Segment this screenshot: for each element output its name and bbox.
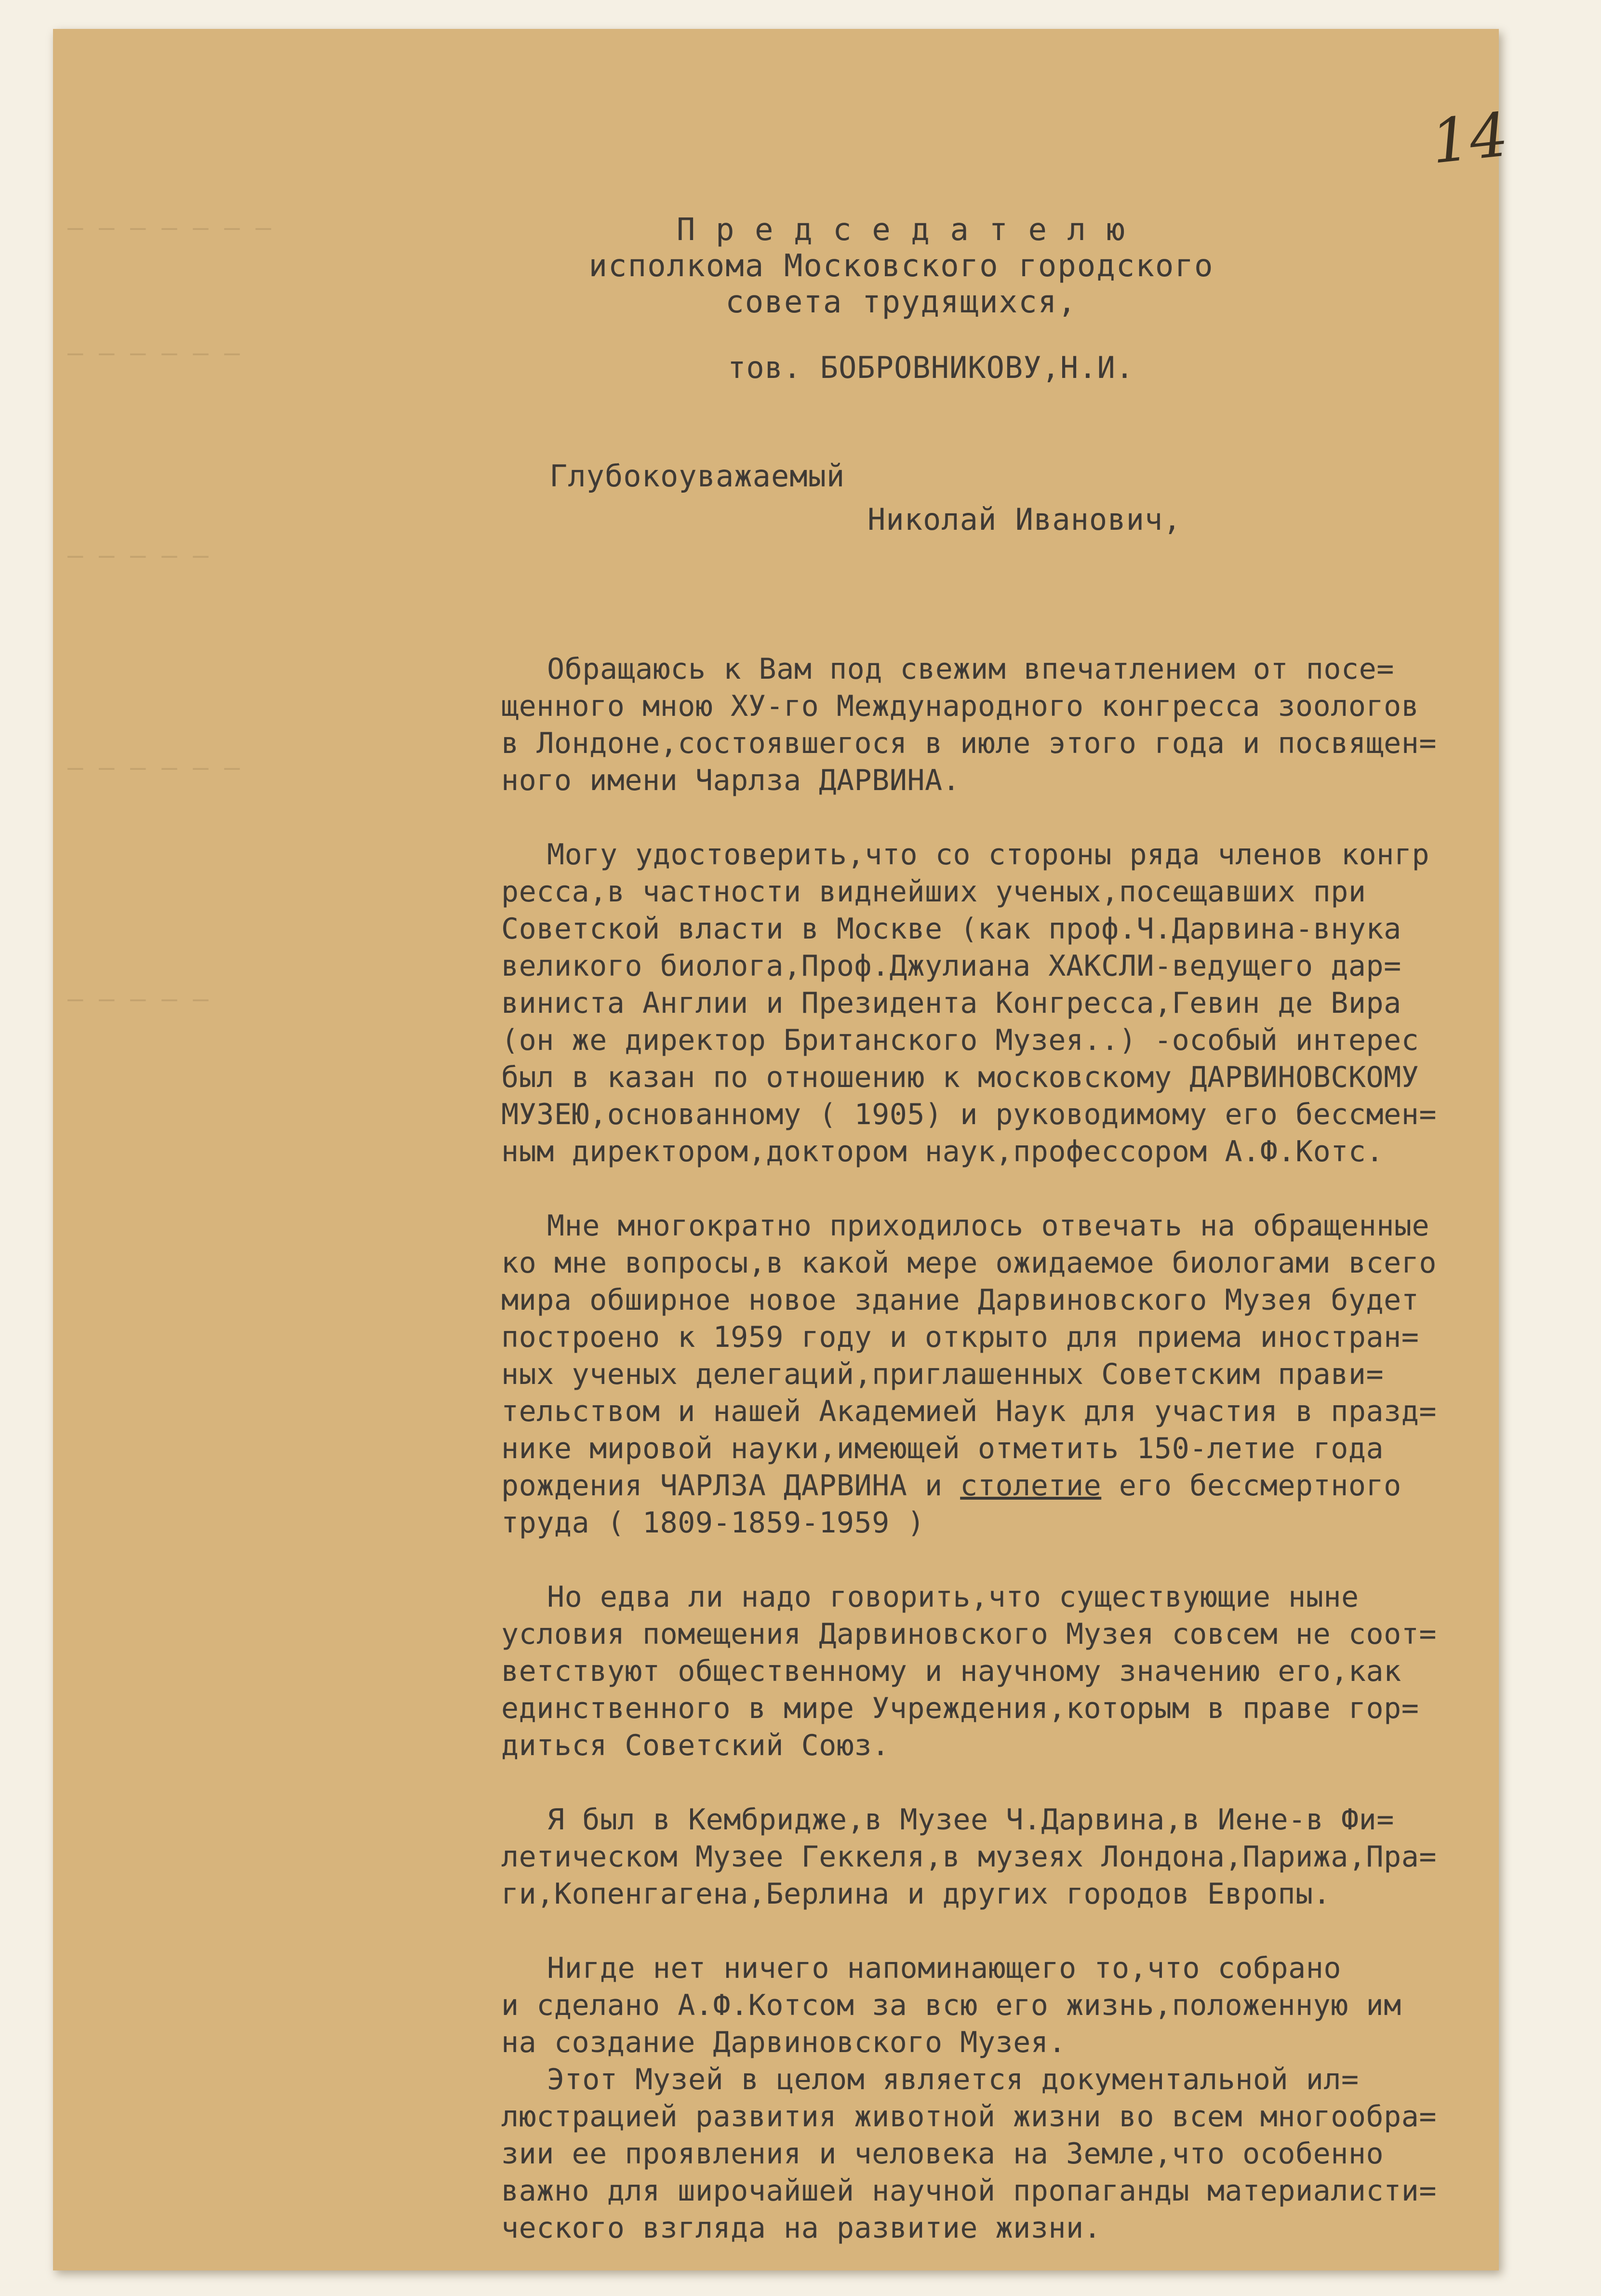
text-line: Советской власти в Москве (как проф.Ч.Дарвина-внука	[501, 912, 1401, 946]
text-line: зии ее проявления и человека на Земле,что особенно	[501, 2137, 1384, 2171]
text-line: ного имени Чарлза ДАРВИНА.	[501, 764, 961, 797]
salutation-line-1: Глубокоуважаемый	[549, 458, 845, 494]
text-line: МУЗЕЮ,основанному ( 1905) и руководимому его бессмен=	[501, 1098, 1437, 1131]
text-line: важно для широчайшей научной пропаганды материалисти=	[501, 2174, 1437, 2208]
text-line: мира обширное новое здание Дарвиновского Музея будет	[501, 1283, 1419, 1317]
paragraph	[501, 1579, 1542, 1764]
bleed-through-mark: — — — — — —	[67, 752, 240, 782]
text-line: Этот Музей в целом является документальной ил=	[547, 2063, 1359, 2096]
addressee-name: тов. БОБРОВНИКОВУ,Н.И.	[728, 350, 1134, 385]
text-line: щенного мною ХУ-го Международного конгресса зоологов	[501, 689, 1419, 723]
text-line: Мне многократно приходилось отвечать на обращенные	[547, 1209, 1430, 1243]
text-line: диться Советский Союз.	[501, 1729, 890, 1762]
text-line: (он же директор Британского Музея..) -особый интерес	[501, 1023, 1419, 1057]
text-line: летическом Музее Геккеля,в музеях Лондона,Парижа,Пра=	[501, 1840, 1437, 1874]
document-page	[53, 29, 1512, 2270]
text-line: условия помещения Дарвиновского Музея совсем не соот=	[501, 1617, 1437, 1651]
text-line: ги,Копенгагена,Берлина и других городов Европы.	[501, 1877, 1331, 1911]
text-line: Могу удостоверить,что со стороны ряда членов конгр	[547, 838, 1430, 872]
text-line: на создание Дарвиновского Музея.	[501, 2026, 1066, 2059]
text-line: нике мировой науки,имеющей отметить 150-летие года	[501, 1432, 1384, 1465]
text-line: Обращаюсь к Вам под свежим впечатлением от посе=	[547, 652, 1394, 686]
text-line: был в казан по отношению к московскому ДАРВИНОВСКОМУ	[501, 1061, 1419, 1094]
paragraph	[501, 1801, 1542, 1913]
text-line: великого биолога,Проф.Джулиана ХАКСЛИ-ведущего дар=	[501, 949, 1401, 983]
bleed-through-mark: — — — — —	[67, 540, 209, 570]
text-line: ко мне вопросы,в какой мере ожидаемое биологами всего	[501, 1246, 1437, 1280]
bleed-through-mark: — — — — — — —	[67, 212, 271, 242]
paragraph	[501, 651, 1542, 799]
text-line: в Лондоне,состоявшегося в июле этого года и посвящен=	[501, 726, 1437, 760]
text-line: единственного в мире Учреждения,которым в праве гор=	[501, 1692, 1419, 1725]
text-line: ным директором,доктором наук,профессором А.Ф.Котс.	[501, 1135, 1384, 1168]
bleed-through-mark: — — — — —	[67, 983, 209, 1014]
text-line: Я был в Кембридже,в Музее Ч.Дарвина,в Иене-в Фи=	[547, 1803, 1394, 1837]
text-line: ветствуют общественному и научному значению его,как	[501, 1654, 1401, 1688]
text-line: рождения ЧАРЛЗА ДАРВИНА и столетие его бессмертного	[501, 1469, 1401, 1503]
text-line: построено к 1959 году и открыто для приема иностран=	[501, 1320, 1419, 1354]
text-line: Но едва ли надо говорить,что существующие ныне	[547, 1580, 1359, 1614]
text-line: ных ученых делегаций,приглашенных Советским прави=	[501, 1357, 1384, 1391]
text-line: и сделано А.Ф.Котсом за всю его жизнь,положенную им	[501, 1988, 1401, 2022]
text-line: виниста Англии и Президента Конгресса,Гевин де Вира	[501, 986, 1401, 1020]
text-line: Нигде нет ничего напоминающего то,что собрано	[547, 1951, 1342, 1985]
text-line: ресса,в частности виднейших ученых,посещавших при	[501, 875, 1366, 909]
paragraph	[501, 836, 1542, 1170]
salutation-line-2: Николай Иванович,	[867, 502, 1182, 537]
page-number: 14	[1428, 100, 1512, 177]
addressee-organization: исполкома Московского городского	[588, 248, 1214, 284]
paragraph	[501, 1950, 1542, 2247]
letter-body	[501, 651, 1542, 2247]
text-line: люстрацией развития животной жизни во всем многообра=	[501, 2100, 1437, 2134]
bleed-through-mark: — — — — — —	[67, 337, 240, 368]
addressee-title: П р е д с е д а т е л ю	[676, 212, 1126, 248]
addressee-organization-cont: совета трудящихся,	[725, 284, 1077, 320]
paragraph	[501, 1208, 1542, 1542]
text-line: ческого взгляда на развитие жизни.	[501, 2211, 1102, 2245]
text-line: тельством и нашей Академией Наук для участия в празд=	[501, 1395, 1437, 1428]
text-line: труда ( 1809-1859-1959 )	[501, 1506, 925, 1540]
